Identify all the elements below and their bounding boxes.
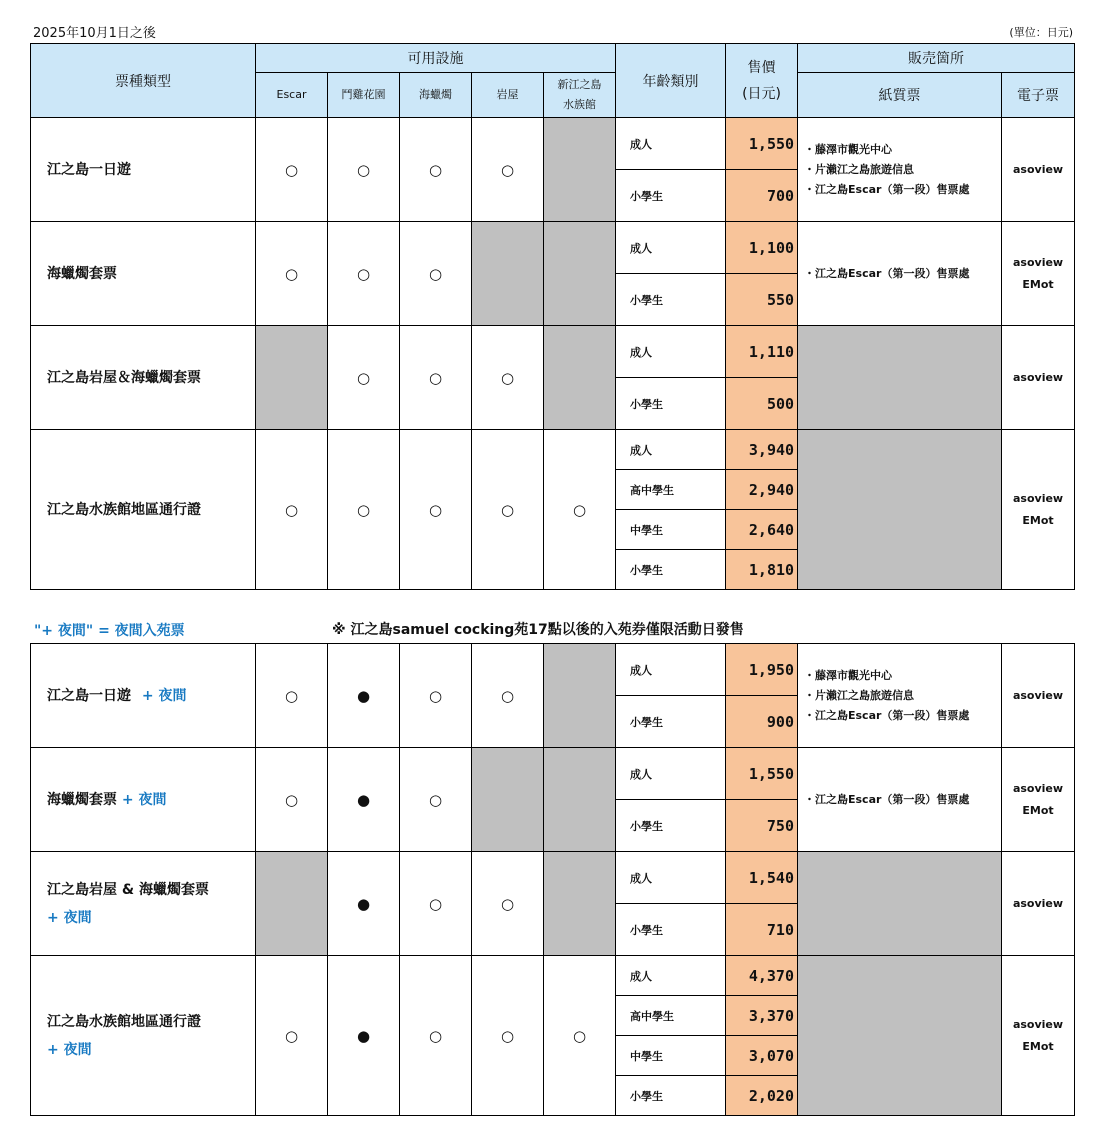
facility-mark: ○ — [544, 956, 616, 1116]
price-cell: 1,550 — [726, 748, 798, 800]
facility-mark: ○ — [400, 852, 472, 956]
facility-mark-night: ● — [328, 748, 400, 852]
header-facility-escar: Escar — [256, 73, 328, 118]
age-label: 小學生 — [616, 800, 726, 852]
header-facility-candle: 海蠟燭 — [400, 73, 472, 118]
facility-mark: ○ — [256, 748, 328, 852]
facility-mark: ○ — [400, 430, 472, 590]
ticket-name: 江之島水族館地區通行證 — [31, 430, 256, 590]
facility-mark: ○ — [256, 430, 328, 590]
eticket-emot: EMot — [1022, 277, 1054, 291]
ticket-name — [31, 956, 256, 1116]
age-label: 成人 — [616, 430, 726, 470]
price-cell: 700 — [726, 170, 798, 222]
header-facility-aquarium — [544, 73, 616, 118]
paper-locations — [798, 118, 1002, 222]
paper-unavailable — [798, 956, 1002, 1116]
price-cell: 750 — [726, 800, 798, 852]
eticket-asoview: asoview — [1013, 255, 1064, 269]
ticket-name — [31, 748, 256, 852]
facility-unavailable — [256, 852, 328, 956]
facility-mark: ○ — [400, 222, 472, 326]
facility-unavailable — [544, 748, 616, 852]
ticket-name: 江之島一日遊 — [31, 118, 256, 222]
facility-mark: ○ — [400, 644, 472, 748]
eticket-asoview: asoview — [1013, 162, 1064, 176]
age-label: 成人 — [616, 956, 726, 996]
age-label: 小學生 — [616, 696, 726, 748]
price-cell: 4,370 — [726, 956, 798, 996]
location-item: ・江之島Escar（第一段）售票處 — [804, 182, 970, 196]
price-cell: 2,020 — [726, 1076, 798, 1116]
facility-mark: ○ — [400, 326, 472, 430]
header-facility-aquarium-line2: 水族館 — [563, 98, 597, 111]
ticket-table-day — [30, 43, 1075, 590]
facility-unavailable — [544, 326, 616, 430]
facility-mark: ○ — [400, 748, 472, 852]
eticket-asoview: asoview — [1013, 370, 1064, 384]
facility-mark: ○ — [256, 644, 328, 748]
facility-mark: ○ — [256, 118, 328, 222]
header-facility-garden: 鬥雞花園 — [328, 73, 400, 118]
paper-locations — [798, 222, 1002, 326]
table-row — [31, 956, 1075, 996]
night-suffix: + 夜間 — [121, 791, 167, 808]
facility-mark: ○ — [400, 956, 472, 1116]
eticket-asoview: asoview — [1012, 781, 1064, 795]
facility-mark: ○ — [472, 118, 544, 222]
age-label: 成人 — [616, 748, 726, 800]
age-label: 高中學生 — [616, 470, 726, 510]
age-label: 小學生 — [616, 170, 726, 222]
price-cell: 900 — [726, 696, 798, 748]
price-cell: 550 — [726, 274, 798, 326]
ticket-name: 江之島岩屋＆海蠟燭套票 — [31, 326, 256, 430]
ticket-name — [31, 852, 256, 956]
facility-unavailable — [472, 748, 544, 852]
price-cell: 500 — [726, 378, 798, 430]
facility-mark: ○ — [328, 222, 400, 326]
night-suffix: + 夜間 — [141, 687, 187, 704]
facility-mark: ○ — [328, 430, 400, 590]
ticket-name-text: 江之島岩屋 & 海蠟燭套票 — [47, 881, 209, 898]
eticket-emot: EMot — [1022, 803, 1054, 817]
eticket-emot: EMot — [1022, 1039, 1054, 1053]
header-sales: 販売箇所 — [798, 44, 1075, 73]
facility-mark: ○ — [472, 956, 544, 1116]
eticket-list — [1002, 852, 1075, 956]
facility-unavailable — [544, 852, 616, 956]
eticket-list — [1002, 644, 1075, 748]
table-row — [31, 118, 1075, 170]
header-facility-cave: 岩屋 — [472, 73, 544, 118]
table-row — [31, 644, 1075, 696]
eticket-list — [1002, 430, 1075, 590]
location-item: ・藤澤市觀光中心 — [804, 668, 892, 682]
header-electronic: 電子票 — [1002, 73, 1075, 118]
facility-mark: ○ — [328, 118, 400, 222]
facility-unavailable — [472, 222, 544, 326]
facility-mark-night: ● — [328, 852, 400, 956]
eticket-list — [1002, 326, 1075, 430]
ticket-name-text: 江之島水族館地區通行證 — [47, 1013, 201, 1030]
header-facility-aquarium-line1: 新江之島 — [557, 78, 602, 91]
age-label: 小學生 — [616, 550, 726, 590]
ticket-name-text: 海蠟燭套票 — [47, 791, 117, 808]
header-paper: 紙質票 — [798, 73, 1002, 118]
header-price-line2: (日元) — [742, 85, 782, 102]
eticket-list — [1002, 222, 1075, 326]
facility-mark: ○ — [328, 326, 400, 430]
age-label: 中學生 — [616, 1036, 726, 1076]
facility-unavailable — [544, 222, 616, 326]
price-cell: 3,070 — [726, 1036, 798, 1076]
unit-note: (單位：日元) — [1009, 26, 1073, 39]
facility-mark: ○ — [472, 326, 544, 430]
facility-mark-night: ● — [328, 956, 400, 1116]
price-cell: 710 — [726, 904, 798, 956]
eticket-list — [1002, 748, 1075, 852]
location-item: ・江之島Escar（第一段）售票處 — [804, 708, 970, 722]
price-cell: 2,640 — [726, 510, 798, 550]
location-item: ・片瀨江之島旅遊信息 — [804, 162, 915, 176]
age-label: 小學生 — [616, 274, 726, 326]
eticket-list — [1002, 118, 1075, 222]
header-price — [726, 44, 798, 118]
night-suffix: + 夜間 — [47, 909, 92, 926]
age-label: 成人 — [616, 644, 726, 696]
facility-mark: ○ — [472, 644, 544, 748]
price-cell: 1,100 — [726, 222, 798, 274]
facility-mark: ○ — [400, 118, 472, 222]
header-ticket-type: 票種類型 — [31, 44, 256, 118]
facility-unavailable — [256, 326, 328, 430]
price-cell: 1,540 — [726, 852, 798, 904]
table-row — [31, 222, 1075, 274]
price-cell: 1,950 — [726, 644, 798, 696]
paper-unavailable — [798, 430, 1002, 590]
eticket-asoview: asoview — [1013, 491, 1064, 505]
price-cell: 1,110 — [726, 326, 798, 378]
ticket-name — [31, 644, 256, 748]
facility-mark: ○ — [256, 222, 328, 326]
location-item: ・藤澤市觀光中心 — [804, 142, 893, 156]
location-item: ・片瀨江之島旅遊信息 — [804, 688, 914, 702]
age-label: 成人 — [616, 326, 726, 378]
paper-unavailable — [798, 852, 1002, 956]
table-row — [31, 748, 1075, 800]
table-row — [31, 430, 1075, 470]
price-cell: 3,370 — [726, 996, 798, 1036]
price-cell: 1,810 — [726, 550, 798, 590]
age-label: 成人 — [616, 118, 726, 170]
location-item: ・江之島Escar（第一段）售票處 — [804, 792, 970, 806]
paper-locations — [798, 644, 1002, 748]
age-label: 小學生 — [616, 1076, 726, 1116]
eticket-list — [1002, 956, 1075, 1116]
age-label: 中學生 — [616, 510, 726, 550]
facility-unavailable — [544, 644, 616, 748]
facility-mark: ○ — [472, 430, 544, 590]
paper-locations — [798, 748, 1002, 852]
age-label: 小學生 — [616, 904, 726, 956]
ticket-table-night — [30, 643, 1075, 1116]
ticket-name-text: 江之島一日遊 — [47, 687, 131, 704]
paper-unavailable — [798, 326, 1002, 430]
header-price-line1: 售價 — [747, 59, 776, 76]
age-label: 成人 — [616, 222, 726, 274]
facility-mark: ○ — [472, 852, 544, 956]
age-label: 高中學生 — [616, 996, 726, 1036]
night-suffix: + 夜間 — [47, 1041, 92, 1058]
facility-unavailable — [544, 118, 616, 222]
eticket-asoview: asoview — [1012, 1017, 1064, 1031]
table-row — [31, 326, 1075, 378]
age-label: 成人 — [616, 852, 726, 904]
ticket-name: 海蠟燭套票 — [31, 222, 256, 326]
samuel-cocking-note: ※ 江之島samuel cocking苑17點以後的入苑券僅限活動日發售 — [332, 622, 744, 638]
date-note: 2025年10月1日之後 — [33, 26, 156, 41]
night-definition-note: "+ 夜間" = 夜間入苑票 — [34, 623, 185, 639]
header-facilities: 可用設施 — [256, 44, 616, 73]
eticket-emot: EMot — [1022, 513, 1054, 527]
eticket-asoview: asoview — [1012, 688, 1064, 702]
facility-mark: ○ — [256, 956, 328, 1116]
location-item: ・江之島Escar（第一段）售票處 — [804, 266, 970, 280]
price-cell: 1,550 — [726, 118, 798, 170]
facility-mark: ○ — [544, 430, 616, 590]
age-label: 小學生 — [616, 378, 726, 430]
eticket-asoview: asoview — [1012, 896, 1064, 910]
table-row — [31, 852, 1075, 904]
price-cell: 3,940 — [726, 430, 798, 470]
price-cell: 2,940 — [726, 470, 798, 510]
header-age-category: 年齡類別 — [616, 44, 726, 118]
facility-mark-night: ● — [328, 644, 400, 748]
